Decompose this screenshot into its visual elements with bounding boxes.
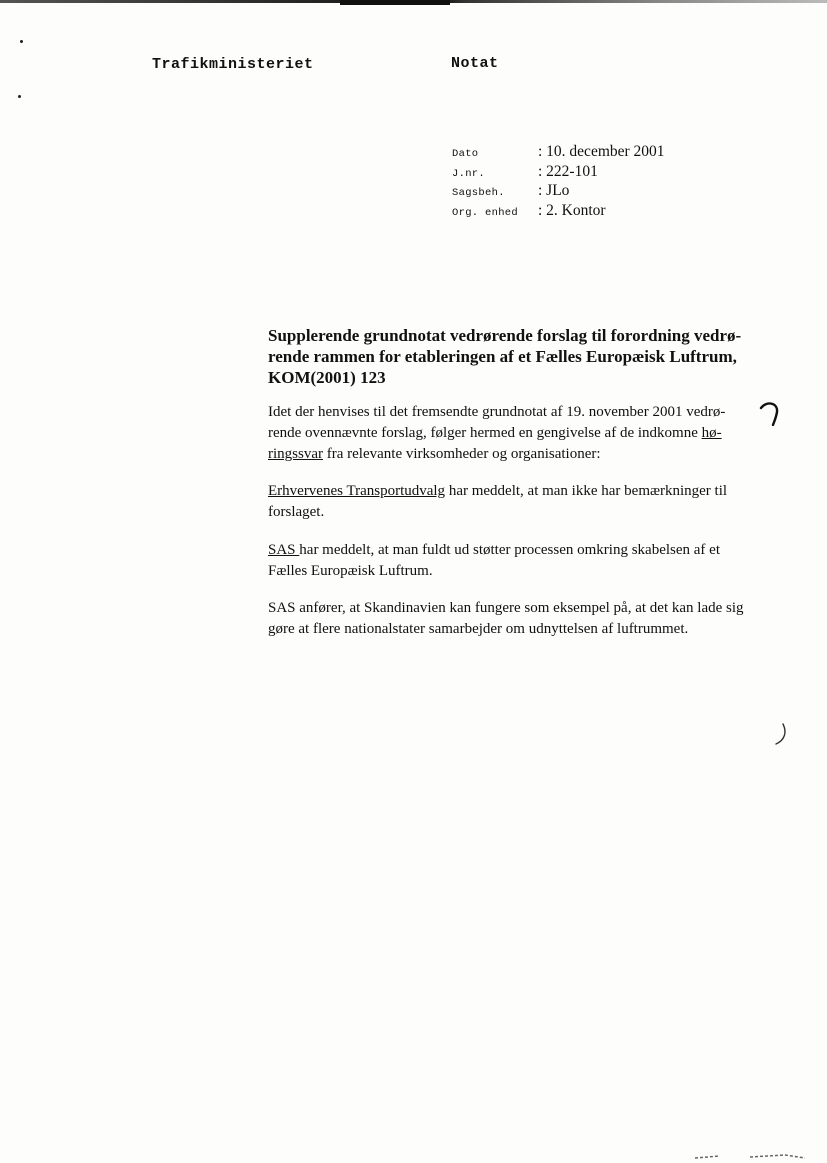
meta-value: : 222-101 <box>538 162 598 180</box>
punch-dot <box>20 40 23 43</box>
document-title: Supplerende grundnotat vedrørende forslag til forordning vedrø-rende rammen for etableringen af et Fælles Europæisk Luftrum, KOM(2001) 123 <box>268 326 742 387</box>
meta-row-org-unit <box>452 202 665 222</box>
scan-top-edge-mark <box>340 0 450 5</box>
meta-label: Dato <box>452 148 479 160</box>
handwritten-mark-icon <box>772 722 788 746</box>
underlined-text: Erhvervenes Transportudvalg <box>268 483 446 499</box>
paragraph-transportudvalg <box>268 481 748 523</box>
text: rende ovennævnte forslag, følger hermed en gengivelse af de indkomne <box>268 425 702 441</box>
meta-label: Org. enhed <box>452 206 519 219</box>
meta-label: Sagsbeh. <box>452 187 505 199</box>
meta-value: : 2. Kontor <box>538 201 606 219</box>
scan-smudge <box>690 1150 810 1160</box>
underlined-text: hø- <box>701 425 722 441</box>
handwritten-mark-icon <box>758 400 782 426</box>
meta-value: : JLo <box>538 182 570 199</box>
metadata-block <box>452 143 665 221</box>
punch-dot <box>18 95 21 98</box>
text: fra relevante virksomheder og organisationer: <box>323 446 601 462</box>
text: har meddelt, at man ikke har bemærkninger til forslaget. <box>268 483 728 520</box>
meta-row-journal <box>452 163 665 183</box>
document-type: Notat <box>451 55 499 72</box>
meta-label: J.nr. <box>452 167 486 180</box>
meta-row-date <box>452 143 665 163</box>
meta-value: : 10. december 2001 <box>538 143 665 160</box>
text: Idet der henvises til det fremsendte grundnotat af 19. november 2001 vedrø- <box>268 404 726 420</box>
meta-row-case-handler <box>452 182 665 202</box>
underlined-text: SAS <box>268 542 300 558</box>
ministry-name: Trafikministeriet <box>152 56 314 73</box>
text: SAS anfører, at Skandinavien kan fungere som eksempel på, at det kan lade sig gøre at flere nationalstater samarbejder om udnyttelsen af luftrummet. <box>268 600 744 637</box>
paragraph-intro <box>268 402 748 465</box>
paragraph-sas-scandinavia <box>268 598 748 640</box>
text: har meddelt, at man fuldt ud støtter processen omkring skabelsen af et Fælles Europæisk Luftrum. <box>268 542 720 579</box>
underlined-text: ringssvar <box>268 446 323 462</box>
paragraph-sas-support <box>268 540 748 582</box>
